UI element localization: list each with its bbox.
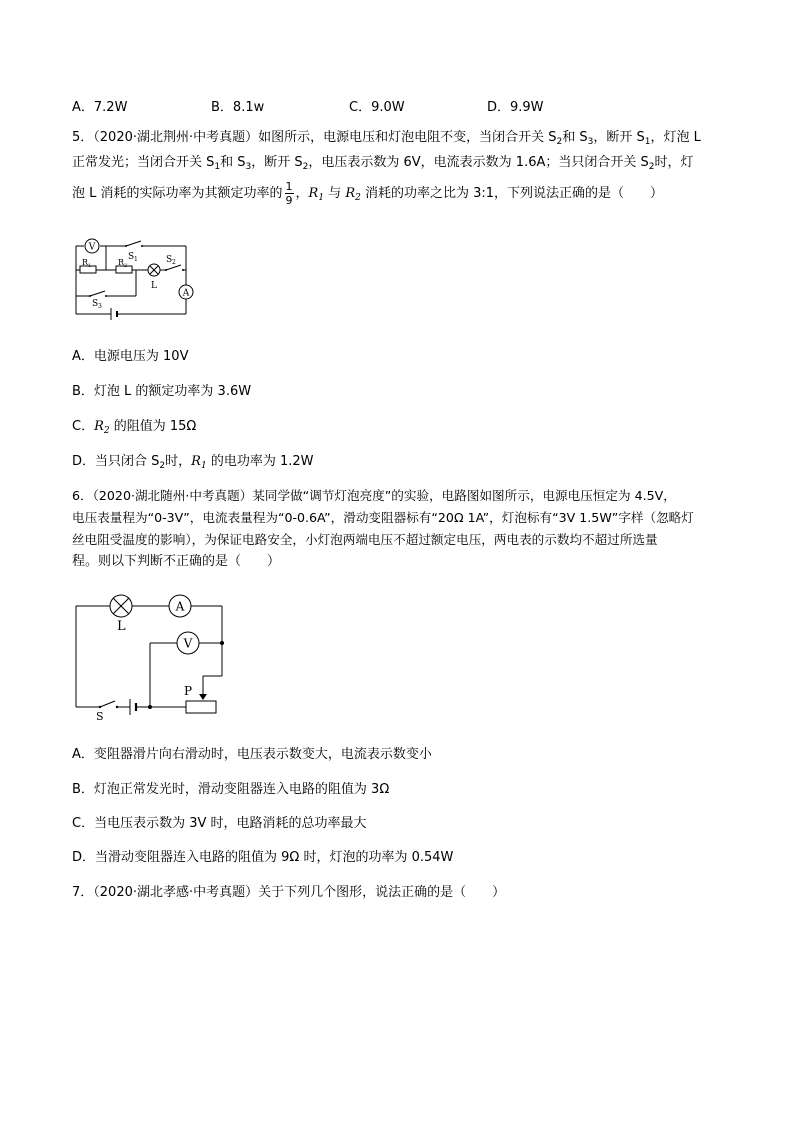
voltmeter-label: V bbox=[183, 636, 193, 651]
text: ，灯泡 L bbox=[650, 130, 701, 145]
q5-switch-s1 bbox=[125, 241, 143, 263]
q6-stem-line-4: 程。则以下判断不正确的是（ ） bbox=[72, 554, 281, 569]
r2-subscript: 2 bbox=[124, 263, 128, 269]
q6-option-d: D．当滑动变阻器连入电路的阻值为 9Ω 时，灯泡的功率为 0.54W bbox=[72, 850, 454, 865]
q5-option-b: B．灯泡 L 的额定功率为 3.6W bbox=[72, 384, 252, 399]
s3-label: S bbox=[92, 299, 99, 309]
r2-label: R bbox=[118, 258, 125, 267]
text: 与 bbox=[324, 186, 346, 201]
slider-label: P bbox=[184, 684, 193, 698]
text: D．当只闭合 S bbox=[72, 454, 160, 469]
text: 消耗的功率之比为 3:1，下列说法正确的是（ ） bbox=[360, 186, 664, 201]
subscript: 2 bbox=[159, 461, 166, 471]
text: 和 S bbox=[562, 130, 588, 145]
text: ， bbox=[295, 186, 309, 201]
r1-symbol: R bbox=[191, 454, 201, 469]
r1-subscript: 1 bbox=[88, 263, 92, 269]
q6-voltmeter bbox=[177, 632, 199, 654]
q6-option-c: C．当电压表示数为 3V 时，电路消耗的总功率最大 bbox=[72, 816, 367, 831]
q5-circuit-diagram bbox=[70, 234, 200, 324]
text: 时， bbox=[165, 454, 192, 469]
q6-stem-line-2: 电压表量程为“0-3V”，电流表量程为“0-0.6A”，滑动变阻器标有“20Ω 1A”，灯泡标有“3V 1.5W”字样（忽略灯 bbox=[72, 510, 694, 525]
q6-switch bbox=[96, 701, 118, 720]
q6-circuit-diagram bbox=[70, 594, 230, 720]
fraction bbox=[285, 180, 294, 207]
r2-symbol: R bbox=[345, 186, 356, 201]
q4-option-d: D．9.9W bbox=[487, 100, 544, 115]
q6-lamp bbox=[110, 595, 132, 634]
text: 时，灯 bbox=[654, 155, 694, 170]
text: ，断开 S bbox=[593, 130, 645, 145]
q4-option-a: A．7.2W bbox=[72, 100, 128, 115]
s1-subscript: 1 bbox=[134, 256, 138, 263]
subscript: 2 bbox=[556, 137, 563, 147]
subscript: 2 bbox=[103, 426, 110, 436]
text: 泡 L 消耗的实际功率为其额定功率的 bbox=[72, 186, 283, 201]
subscript: 1 bbox=[200, 461, 207, 471]
q5-ammeter bbox=[179, 285, 193, 299]
q5-voltmeter bbox=[85, 239, 99, 253]
subscript: 1 bbox=[214, 162, 221, 172]
subscript: 2 bbox=[648, 162, 655, 172]
subscript: 3 bbox=[245, 162, 252, 172]
ammeter-label: A bbox=[182, 288, 190, 299]
q5-option-d bbox=[72, 454, 313, 470]
text: 5．（2020·湖北荆州·中考真题）如图所示，电源电压和灯泡电阻不变，当闭合开关 S bbox=[72, 130, 557, 145]
s3-subscript: 3 bbox=[98, 303, 102, 310]
text: 正常发光；当闭合开关 S bbox=[72, 155, 215, 170]
s2-label: S bbox=[166, 255, 173, 265]
voltmeter-label: V bbox=[88, 242, 96, 253]
q6-option-b: B．灯泡正常发光时，滑动变阻器连入电路的阻值为 3Ω bbox=[72, 782, 390, 797]
subscript: 3 bbox=[587, 137, 594, 147]
r1-label: R bbox=[82, 258, 89, 267]
q6-rheostat bbox=[184, 684, 216, 713]
subscript: 2 bbox=[302, 162, 309, 172]
q5-battery bbox=[111, 308, 117, 320]
ammeter-label: A bbox=[175, 599, 185, 614]
q5-stem-line-1 bbox=[72, 130, 701, 146]
q5-stem-line-2 bbox=[72, 155, 694, 171]
switch-label: S bbox=[96, 710, 104, 720]
text: 的阻值为 15Ω bbox=[109, 419, 197, 434]
q5-stem-line-3 bbox=[72, 180, 663, 208]
text: ，断开 S bbox=[251, 155, 303, 170]
q6-stem-line-1: 6．（2020·湖北随州·中考真题）某同学做“调节灯泡亮度”的实验，电路图如图所示，电源电压恒定为 4.5V， bbox=[72, 488, 676, 503]
text: C． bbox=[72, 419, 95, 434]
q6-battery bbox=[130, 699, 136, 715]
fraction-denominator: 9 bbox=[285, 194, 293, 207]
q7-stem-line-1: 7．（2020·湖北孝感·中考真题）关于下列几个图形，说法正确的是（ ） bbox=[72, 885, 506, 900]
s1-label: S bbox=[128, 252, 135, 262]
lamp-label: L bbox=[151, 281, 157, 291]
subscript: 2 bbox=[355, 193, 361, 203]
q4-option-c: C．9.0W bbox=[349, 100, 405, 115]
q6-stem-line-3: 丝电阻受温度的影响），为保证电路安全，小灯泡两端电压不超过额定电压，两电表的示数均不超过所选量 bbox=[72, 532, 658, 547]
q5-switch-s2 bbox=[165, 255, 184, 271]
r1-symbol: R bbox=[308, 186, 319, 201]
lamp-label: L bbox=[117, 619, 126, 634]
text: 和 S bbox=[220, 155, 246, 170]
s2-subscript: 2 bbox=[172, 259, 176, 266]
q5-option-c bbox=[72, 419, 196, 435]
junction-dot bbox=[220, 641, 224, 645]
q5-lamp bbox=[148, 264, 160, 291]
q4-option-b: B．8.1w bbox=[211, 100, 265, 115]
q5-option-a: A．电源电压为 10V bbox=[72, 349, 189, 364]
q6-option-a: A．变阻器滑片向右滑动时，电压表示数变大，电流表示数变小 bbox=[72, 747, 432, 762]
fraction-numerator: 1 bbox=[285, 180, 293, 193]
subscript: 1 bbox=[644, 137, 651, 147]
text: ，电压表示数为 6V，电流表示数为 1.6A；当只闭合开关 S bbox=[308, 155, 649, 170]
subscript: 1 bbox=[318, 193, 325, 203]
q5-resistor-r1 bbox=[80, 258, 96, 273]
text: 的电功率为 1.2W bbox=[206, 454, 314, 469]
r2-symbol: R bbox=[94, 419, 104, 434]
q5-switch-s3 bbox=[89, 291, 107, 310]
q6-ammeter bbox=[169, 595, 191, 617]
junction-dot bbox=[148, 705, 152, 709]
